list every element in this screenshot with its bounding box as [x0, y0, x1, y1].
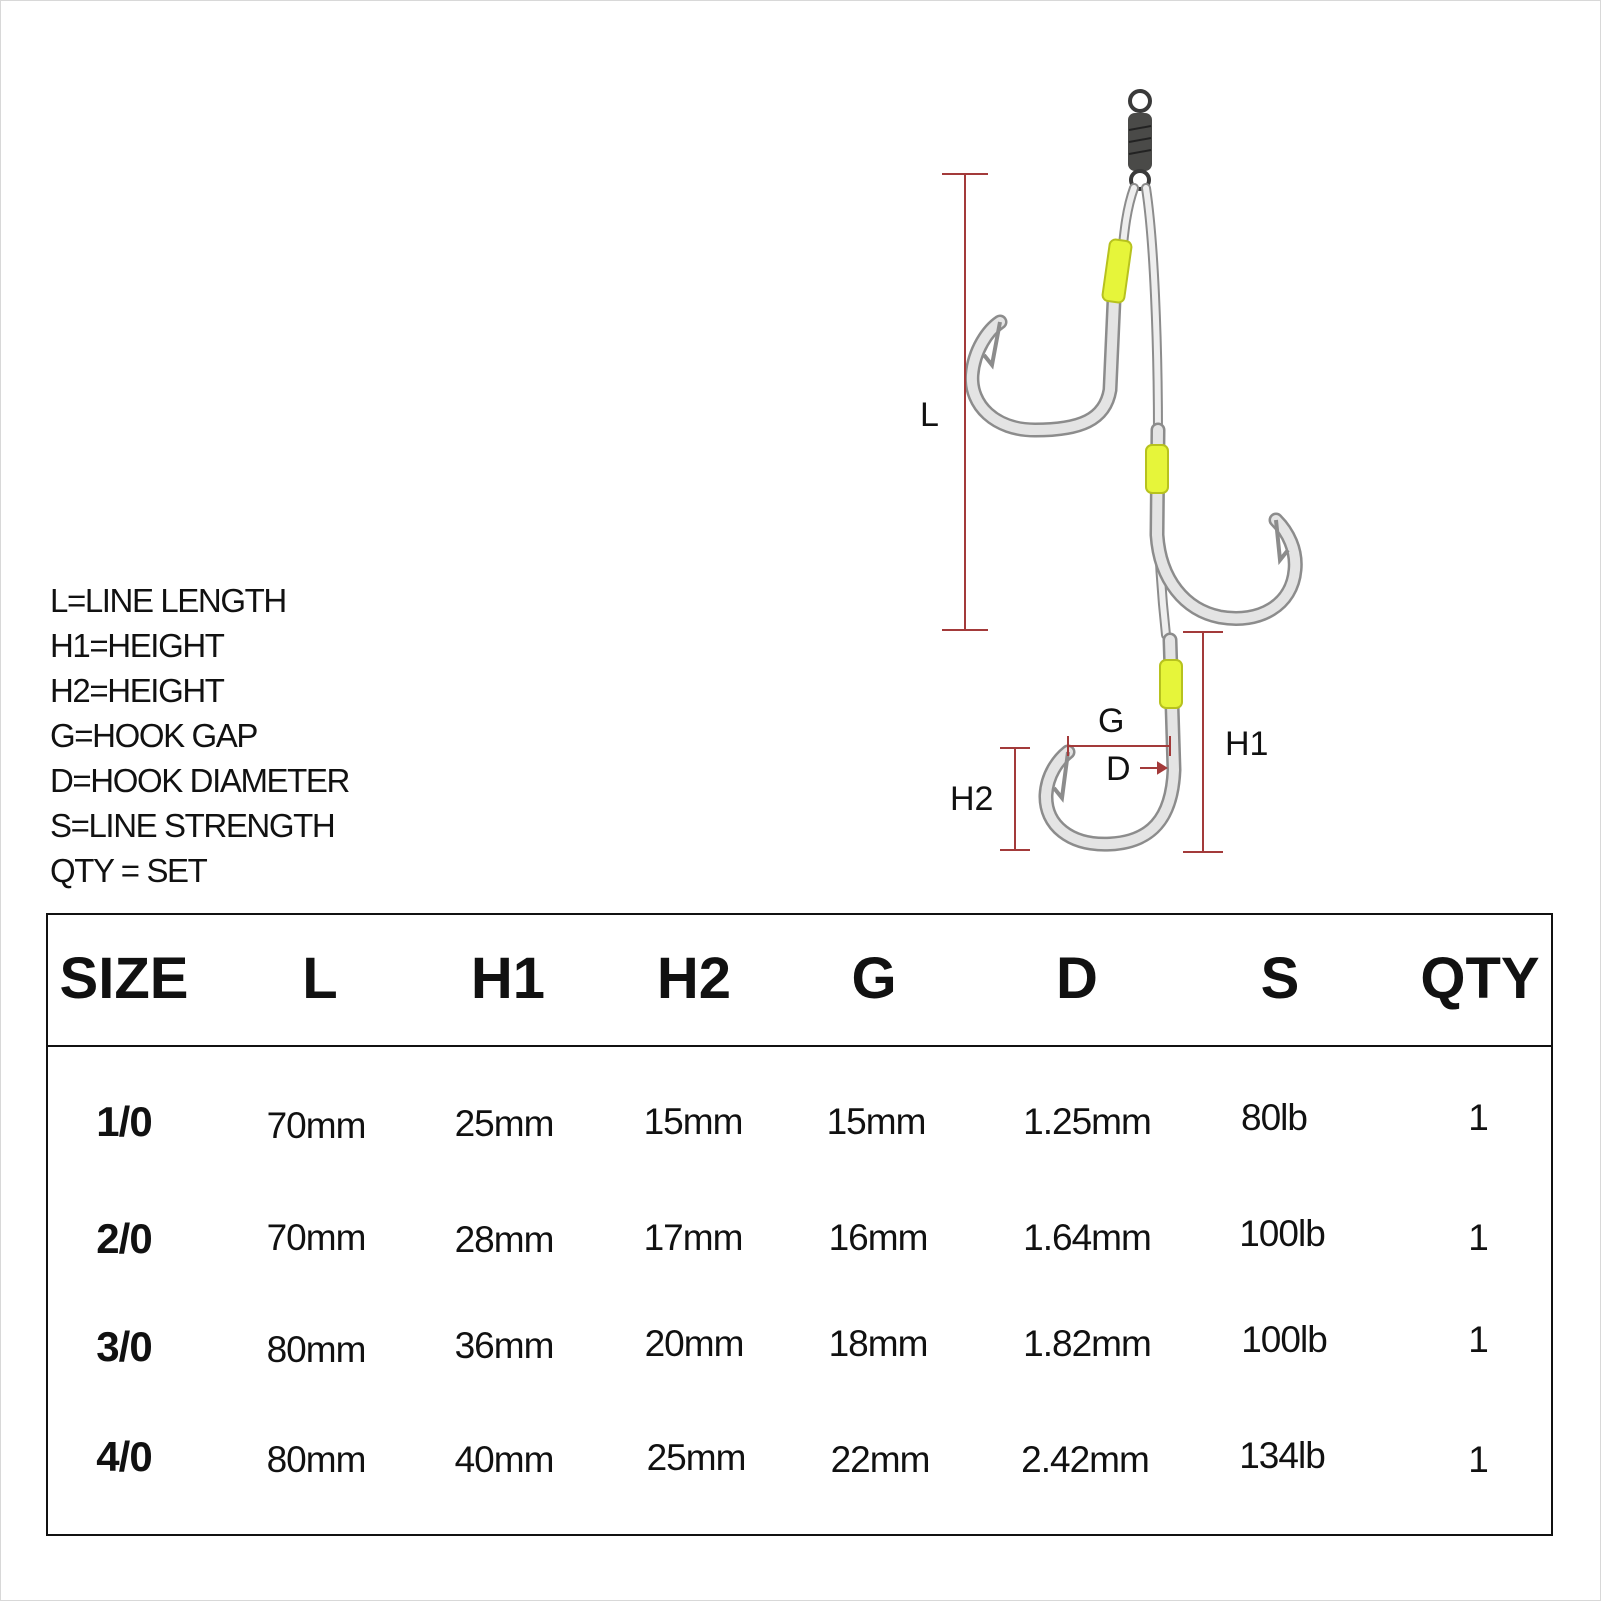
dimension-label-h2: H2: [950, 780, 994, 818]
cell-qty: 1: [1468, 1097, 1488, 1138]
dimension-label-d: D: [1106, 750, 1131, 788]
header-divider: [48, 1045, 1551, 1047]
cell-h2: 20mm: [644, 1323, 744, 1364]
hook-lower-icon: [1046, 640, 1182, 844]
dimension-label-l: L: [920, 396, 939, 434]
header-d: D: [1056, 946, 1098, 1011]
hook-upper-icon: [972, 239, 1132, 430]
cell-h1: 28mm: [454, 1219, 554, 1260]
cell-g: 22mm: [830, 1439, 930, 1480]
spec-table: [46, 913, 1553, 1536]
cell-d: 1.25mm: [1023, 1101, 1151, 1142]
cell-qty: 1: [1468, 1319, 1488, 1360]
header-h1: H1: [470, 946, 546, 1011]
cell-size: 2/0: [96, 1215, 152, 1262]
legend-line-strength: S=LINE STRENGTH: [50, 807, 335, 844]
cell-l: 70mm: [266, 1105, 366, 1146]
legend-height-1: H1=HEIGHT: [50, 627, 224, 664]
cell-g: 16mm: [828, 1217, 928, 1258]
cell-s: 100lb: [1241, 1319, 1327, 1360]
dimension-label-h1: H1: [1225, 725, 1269, 763]
cell-size: 1/0: [96, 1098, 152, 1145]
cell-d: 1.82mm: [1023, 1323, 1151, 1364]
cell-d: 2.42mm: [1021, 1439, 1149, 1480]
cell-l: 80mm: [266, 1329, 366, 1370]
header-size: SIZE: [59, 946, 189, 1011]
cell-qty: 1: [1468, 1439, 1488, 1480]
cell-s: 134lb: [1239, 1435, 1325, 1476]
cell-s: 80lb: [1241, 1097, 1307, 1138]
legend-hook-gap: G=HOOK GAP: [50, 717, 257, 754]
cell-size: 3/0: [96, 1323, 152, 1370]
legend-hook-diameter: D=HOOK DIAMETER: [50, 762, 349, 799]
cell-l: 70mm: [266, 1217, 366, 1258]
cell-h2: 15mm: [643, 1101, 743, 1142]
dimension-label-g: G: [1098, 702, 1125, 740]
swivel-icon: [1128, 91, 1152, 189]
cell-size: 4/0: [96, 1433, 152, 1480]
header-g: G: [851, 946, 897, 1011]
cell-g: 18mm: [828, 1323, 928, 1364]
hook-diagram: [920, 80, 1340, 880]
header-l: L: [302, 946, 338, 1011]
hook-middle-icon: [1146, 430, 1295, 618]
cell-h1: 40mm: [454, 1439, 554, 1480]
legend: [50, 578, 349, 893]
header-s: S: [1260, 946, 1300, 1011]
cell-h2: 25mm: [646, 1437, 746, 1478]
cell-h2: 17mm: [643, 1217, 743, 1258]
legend-line-length: L=LINE LENGTH: [50, 582, 286, 619]
cell-g: 15mm: [826, 1101, 926, 1142]
cell-h1: 36mm: [454, 1325, 554, 1366]
header-qty: QTY: [1420, 946, 1540, 1011]
cell-d: 1.64mm: [1023, 1217, 1151, 1258]
cell-l: 80mm: [266, 1439, 366, 1480]
legend-height-2: H2=HEIGHT: [50, 672, 224, 709]
header-h2: H2: [656, 946, 732, 1011]
cell-s: 100lb: [1239, 1213, 1325, 1254]
cell-h1: 25mm: [454, 1103, 554, 1144]
cell-qty: 1: [1468, 1217, 1488, 1258]
legend-qty: QTY = SET: [50, 852, 207, 889]
